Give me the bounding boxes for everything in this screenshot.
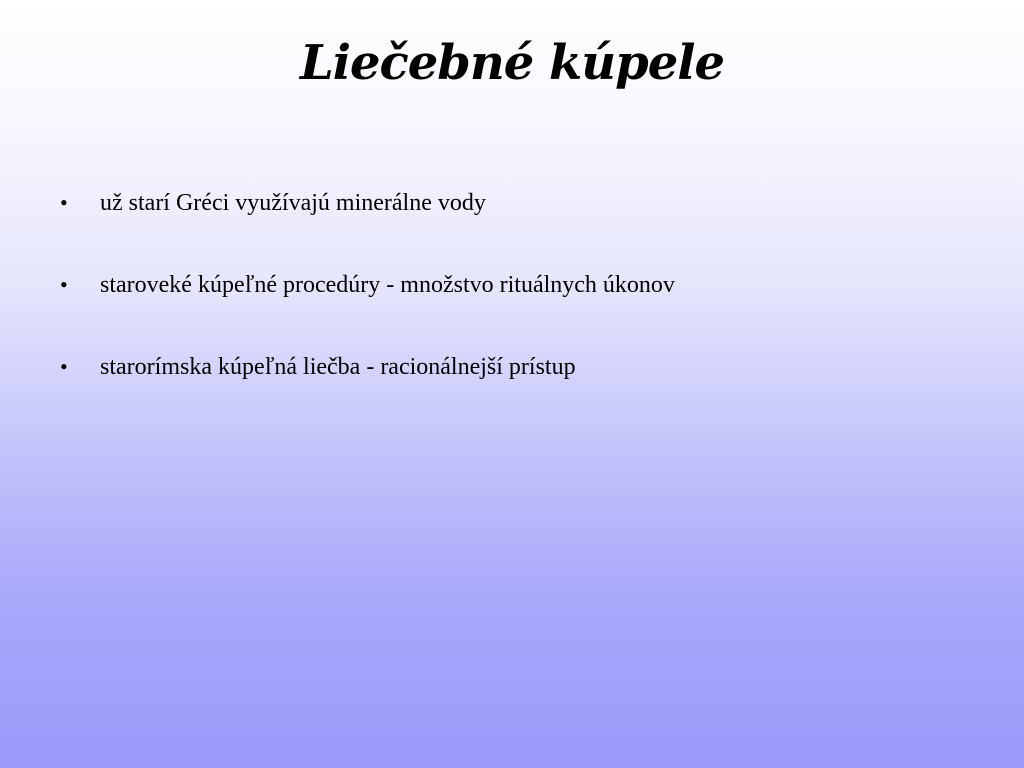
bullet-text: staroveké kúpeľné procedúry - množstvo rituálnych úkonov <box>100 272 675 298</box>
bullet-item <box>60 268 980 350</box>
bullet-icon: • <box>60 190 68 215</box>
bullet-item <box>60 186 980 268</box>
bullet-text: starorímska kúpeľná liečba - racionálnejší prístup <box>100 354 576 380</box>
bullet-text: už starí Gréci využívajú minerálne vody <box>100 190 486 216</box>
slide-title: Liečebné kúpele <box>299 35 725 91</box>
bullet-icon: • <box>60 272 68 297</box>
bullet-item <box>60 350 980 432</box>
bullet-list <box>60 186 980 432</box>
bullet-icon: • <box>60 354 68 379</box>
